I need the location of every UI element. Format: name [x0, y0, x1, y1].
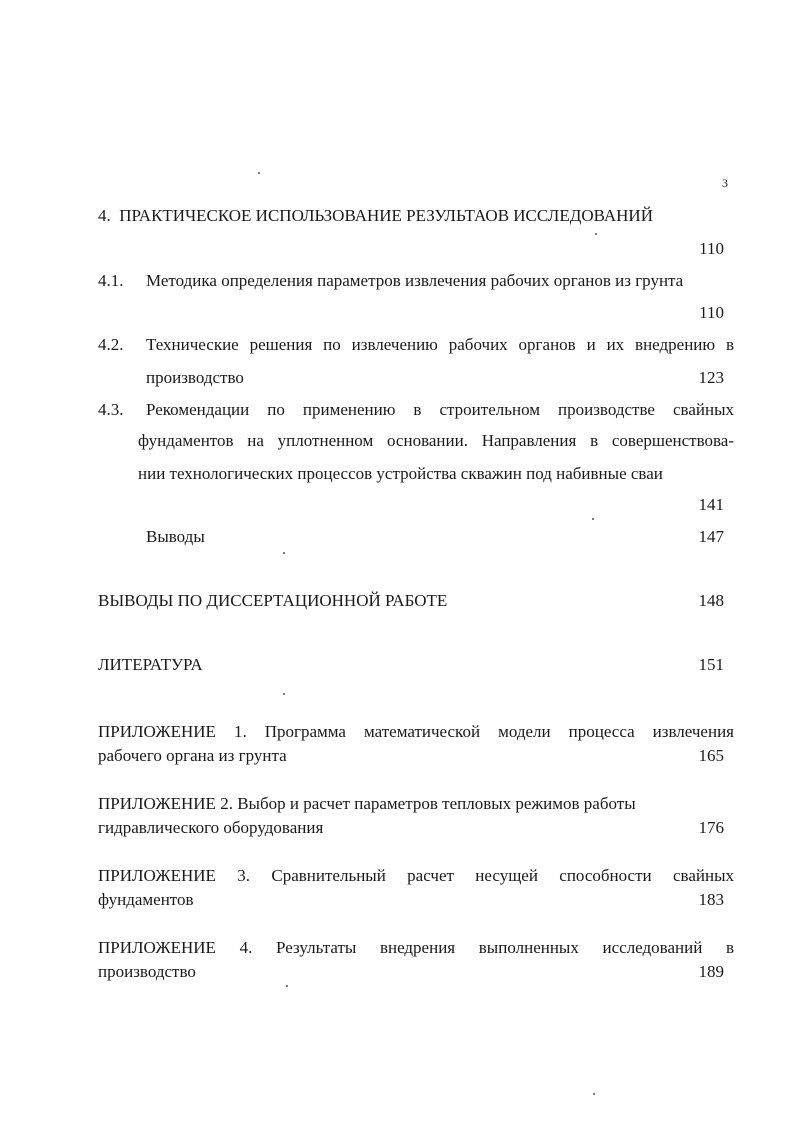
toc-appendix-1-line2: рабочего органа из грунта	[98, 746, 287, 765]
toc-conclusions-page: 148	[698, 591, 724, 610]
toc-section-4-3-number: 4.3.	[98, 400, 124, 419]
toc-chapter-conclusions-page: 147	[698, 527, 724, 546]
toc-literature-title: ЛИТЕРАТУРА	[98, 655, 203, 674]
toc-section-4-2-page: 123	[698, 368, 724, 387]
toc-appendix-1-line1: ПРИЛОЖЕНИЕ 1. Программа математической модели процесса извлечения	[98, 722, 734, 741]
toc-section-4-3-page: 141	[698, 495, 724, 514]
scan-speck	[258, 172, 260, 174]
toc-section-4-3-title-line1: Рекомендации по применению в строительном производстве свайных	[146, 400, 734, 419]
toc-chapter-conclusions-title: Выводы	[146, 527, 205, 546]
toc-appendix-2-page: 176	[698, 818, 724, 837]
section-title: ПРАКТИЧЕСКОЕ ИСПОЛЬЗОВАНИЕ РЕЗУЛЬТАОВ ИССЛЕДОВАНИЙ	[119, 206, 653, 225]
toc-section-4-2-title-line2: производство	[146, 368, 244, 387]
toc-section-4	[98, 205, 653, 227]
toc-section-4-page: 110	[699, 239, 724, 258]
toc-section-4-1-title: Методика определения параметров извлечения рабочих органов из грунта	[146, 271, 684, 290]
section-number: 4.	[98, 206, 111, 225]
toc-appendix-3-line2: фундаментов	[98, 890, 194, 909]
toc-appendix-3-page: 183	[698, 890, 724, 909]
scan-speck	[286, 985, 288, 987]
scan-speck	[283, 552, 285, 554]
toc-appendix-4-line1: ПРИЛОЖЕНИЕ 4. Результаты внедрения выполненных исследований в	[98, 938, 734, 957]
toc-literature-page: 151	[698, 655, 724, 674]
toc-section-4-1-number: 4.1.	[98, 271, 124, 290]
scan-speck	[595, 233, 597, 235]
scan-speck	[592, 518, 594, 520]
toc-appendix-4-line2: производство	[98, 962, 196, 981]
toc-section-4-2-title-line1: Технические решения по извлечению рабочих органов и их внедрению в	[146, 335, 734, 354]
toc-appendix-4-page: 189	[698, 962, 724, 981]
scan-speck	[283, 693, 285, 695]
scan-speck	[593, 1093, 595, 1095]
page-number: 3	[722, 176, 728, 190]
toc-appendix-1-page: 165	[698, 746, 724, 765]
toc-section-4-3-title-line3: нии технологических процессов устройства скважин под набивные сваи	[138, 464, 663, 483]
toc-appendix-2-line2: гидравлического оборудования	[98, 818, 324, 837]
toc-appendix-2-line1: ПРИЛОЖЕНИЕ 2. Выбор и расчет параметров тепловых режимов работы	[98, 794, 636, 813]
toc-conclusions-title: ВЫВОДЫ ПО ДИССЕРТАЦИОННОЙ РАБОТЕ	[98, 591, 448, 610]
toc-section-4-1-page: 110	[699, 303, 724, 322]
toc-section-4-3-title-line2: фундаментов на уплотненном основании. Направления в совершенствова-	[138, 431, 734, 450]
toc-appendix-3-line1: ПРИЛОЖЕНИЕ 3. Сравнительный расчет несущей способности свайных	[98, 866, 734, 885]
toc-section-4-2-number: 4.2.	[98, 335, 124, 354]
